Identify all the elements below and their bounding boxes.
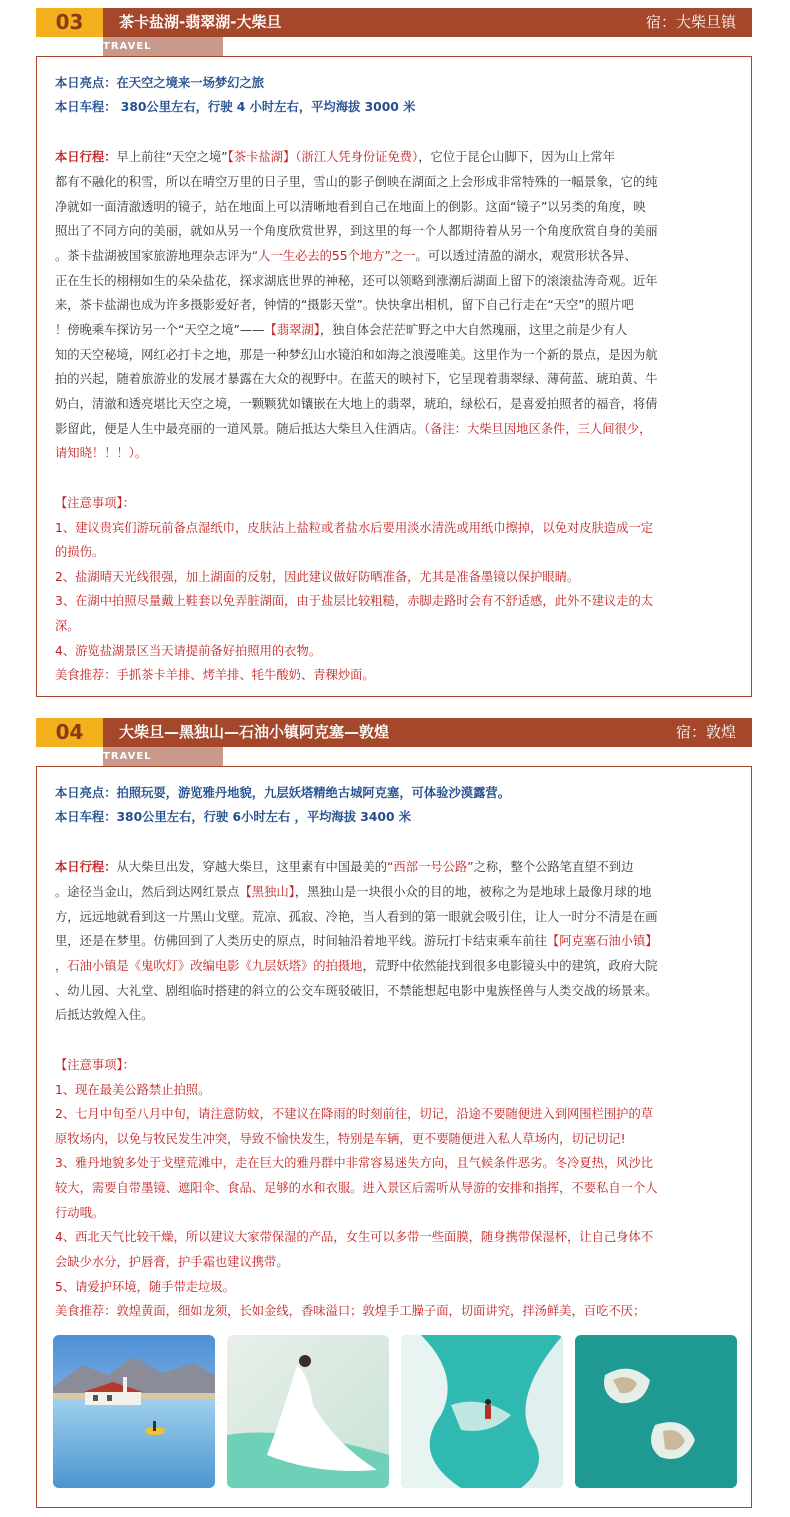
day-section-03 — [36, 8, 752, 682]
day-title-bar — [103, 8, 752, 37]
itinerary-line: ！傍晚乘车探访另一个“天空之境”——【翡翠湖】，独自体会茫茫旷野之中大自然瑰丽，这里之前是少有人 — [55, 323, 628, 337]
day-content-box — [36, 56, 752, 697]
day-section-04 — [36, 718, 752, 1318]
day-title: 茶卡盐湖-翡翠湖-大柴旦 — [119, 13, 282, 31]
travel-tag-row — [36, 747, 752, 766]
note-line: 的损伤。 — [55, 545, 105, 559]
food-recommendation: 美食推荐：手抓茶卡羊排、烤羊排、牦牛酸奶、青稞炒面。 — [55, 668, 375, 682]
note-line: 行动哦。 — [55, 1206, 105, 1220]
itinerary-line: 后抵达敦煌入住。 — [55, 1008, 154, 1022]
note-line: 1、现在最美公路禁止拍照。 — [55, 1083, 211, 1097]
note-line: 5、请爱护环境，随手带走垃圾。 — [55, 1280, 235, 1294]
itinerary-line: 、幼儿园、大礼堂、剧组临时搭建的斜立的公交车斑驳破旧，不禁能想起电影中鬼族怪兽与人类交战的场景来。 — [55, 984, 658, 998]
day-title: 大柴旦—黑独山—石油小镇阿克塞—敦煌 — [119, 723, 390, 741]
note-line: 2、七月中旬至八月中旬，请注意防蚊，不建议在降雨的时刻前往，切记，沿途不要随便进入到网围栏围护的草 — [55, 1107, 654, 1121]
itinerary-line: 照出了不同方向的美丽，就如从另一个角度欣赏世界，到这里的每一个人都期待着从另一个角度欣赏自身的美丽 — [55, 224, 658, 238]
food-recommendation: 美食推荐：敦煌黄面，细如龙须，长如金线，香味溢口；敦煌手工臊子面，切面讲究，拌汤鲜美，百吃不厌； — [55, 1304, 646, 1318]
itinerary-line: 。茶卡盐湖被国家旅游地理杂志评为“人一生必去的55个地方”之一。可以透过清盈的湖水，观赏形状各异、 — [55, 249, 637, 263]
itinerary-line: 方，远远地就看到这一片黑山戈壁。荒凉、孤寂、冷艳，当人看到的第一眼就会吸引住，让人一时分不清是在画 — [55, 910, 658, 924]
note-line: 深。 — [55, 619, 80, 633]
travel-tag: TRAVEL — [103, 37, 223, 56]
itinerary-line: 净就如一面清澈透明的镜子，站在地面上可以清晰地看到自己在地面上的倒影。这面“镜子”以另类的角度，映 — [55, 200, 646, 214]
day-route: 本日车程：380公里左右，行驶 6小时左右 ，平均海拔 3400 米 — [55, 810, 412, 824]
notes-heading: 【注意事项】： — [55, 1058, 135, 1072]
day-header — [36, 718, 752, 747]
note-line: 3、在湖中拍照尽量戴上鞋套以免弄脏湖面，由于盐层比较粗糙，赤脚走路时会有不舒适感，此外不建议走的太 — [55, 594, 654, 608]
note-line: 2、盐湖晴天光线很强，加上湖面的反射，因此建议做好防晒准备，尤其是准备墨镜以保护眼睛。 — [55, 570, 580, 584]
day-content-box — [36, 766, 752, 1508]
itinerary-line: 拍的兴起，随着旅游业的发展才暴露在大众的视野中。在蓝天的映衬下，它呈现着翡翠绿、薄荷蓝、琥珀黄、牛 — [55, 372, 658, 386]
lodging-label: 宿：大柴旦镇 — [645, 13, 736, 31]
itinerary-line: 本日行程：从大柴旦出发，穿越大柴旦，这里素有中国最美的“西部一号公路”之称，整个公路笔直望不到边 — [55, 860, 634, 874]
day-number-badge: 04 — [36, 718, 103, 747]
notes-heading: 【注意事项】： — [55, 496, 135, 510]
lake-house-photo — [53, 1335, 215, 1488]
itinerary-line: 。途径当金山，然后到达网红景点【黑独山】，黑独山是一块很小众的目的地，被称之为是地球上最像月球的地 — [55, 885, 652, 899]
itinerary-line: 本日行程：早上前往“天空之境”【茶卡盐湖】（浙江人凭身份证免费），它位于昆仑山脚下，因为山上常年 — [55, 150, 615, 164]
day-title-bar — [103, 718, 752, 747]
itinerary-line: 请知晓！！！）。 — [55, 446, 148, 460]
day-highlight: 本日亮点：拍照玩耍，游览雅丹地貌，九层妖塔精绝古城阿克塞，可体验沙漠露营。 — [55, 786, 510, 800]
travel-tag: TRAVEL — [103, 747, 223, 766]
note-line: 3、雅丹地貌多处于戈壁荒滩中，走在巨大的雅丹群中非常容易迷失方向，且气候条件恶劣。冬冷夏热，风沙比 — [55, 1156, 654, 1170]
itinerary-line: 知的天空秘境，网红必打卡之地，那是一种梦幻山水镜泊和如海之浪漫唯美。这里作为一个新的景点，是因为航 — [55, 348, 658, 362]
turquoise-lake-walk-photo — [401, 1335, 563, 1488]
note-line: 4、西北天气比较干燥，所以建议大家带保湿的产品，女生可以多带一些面膜，随身携带保湿杯，让自己身体不 — [55, 1230, 654, 1244]
lodging-label: 宿：敦煌 — [675, 723, 736, 741]
travel-tag-row — [36, 37, 752, 56]
aerial-islands-photo — [575, 1335, 737, 1488]
itinerary-line: 奶白，清澈和透亮堪比天空之境，一颗颗犹如镶嵌在大地上的翡翠，琥珀，绿松石，是喜爱拍照者的福音，将倩 — [55, 397, 658, 411]
note-line: 原牧场内，以免与牧民发生冲突，导致不愉快发生，特别是车辆，更不要随便进入私人草场内，切记切记! — [55, 1132, 626, 1146]
itinerary-line: ，石油小镇是《鬼吹灯》改编电影《九层妖塔》的拍摄地，荒野中依然能找到很多电影镜头中的建筑，政府大院 — [55, 959, 658, 973]
day-highlight: 本日亮点：在天空之境来一场梦幻之旅 — [55, 76, 265, 90]
itinerary-line: 里，还是在梦里。仿佛回到了人类历史的原点，时间轴沿着地平线。游玩打卡结束乘车前往【阿克塞石油小镇】 — [55, 934, 658, 948]
note-line: 1、建议贵宾们游玩前备点湿纸巾，皮肤沾上盐粒或者盐水后要用淡水清洗或用纸巾擦掉，以免对皮肤造成一定 — [55, 521, 654, 535]
day-number-badge: 03 — [36, 8, 103, 37]
note-line: 较大，需要自带墨镜、遮阳伞、食品、足够的水和衣服。进入景区后需听从导游的安排和指挥，不要私自一个人 — [55, 1181, 658, 1195]
day-header — [36, 8, 752, 37]
itinerary-line: 影留此，便是人生中最亮丽的一道风景。随后抵达大柴旦入住酒店。（备注：大柴旦因地区条件，三人间很少， — [55, 422, 652, 436]
note-line: 4、游览盐湖景区当天请提前备好拍照用的衣物。 — [55, 644, 322, 658]
note-line: 会缺少水分，护唇膏，护手霜也建议携带。 — [55, 1255, 289, 1269]
itinerary-line: 都有不融化的积雪，所以在晴空万里的日子里，雪山的影子倒映在湖面之上会形成非常特殊的一幅景象，它的纯 — [55, 175, 658, 189]
white-dress-photo — [227, 1335, 389, 1488]
itinerary-line: 来，茶卡盐湖也成为许多摄影爱好者，钟情的“摄影天堂”。快快拿出相机，留下自己行走在“天空”的照片吧 — [55, 298, 634, 312]
itinerary-line: 正在生长的栩栩如生的朵朵盐花，探求湖底世界的神秘，还可以领略到涨潮后湖面上留下的滚滚盐涛奇观。近年 — [55, 274, 658, 288]
day-route: 本日车程： 380公里左右，行驶 4 小时左右，平均海拔 3000 米 — [55, 100, 416, 114]
